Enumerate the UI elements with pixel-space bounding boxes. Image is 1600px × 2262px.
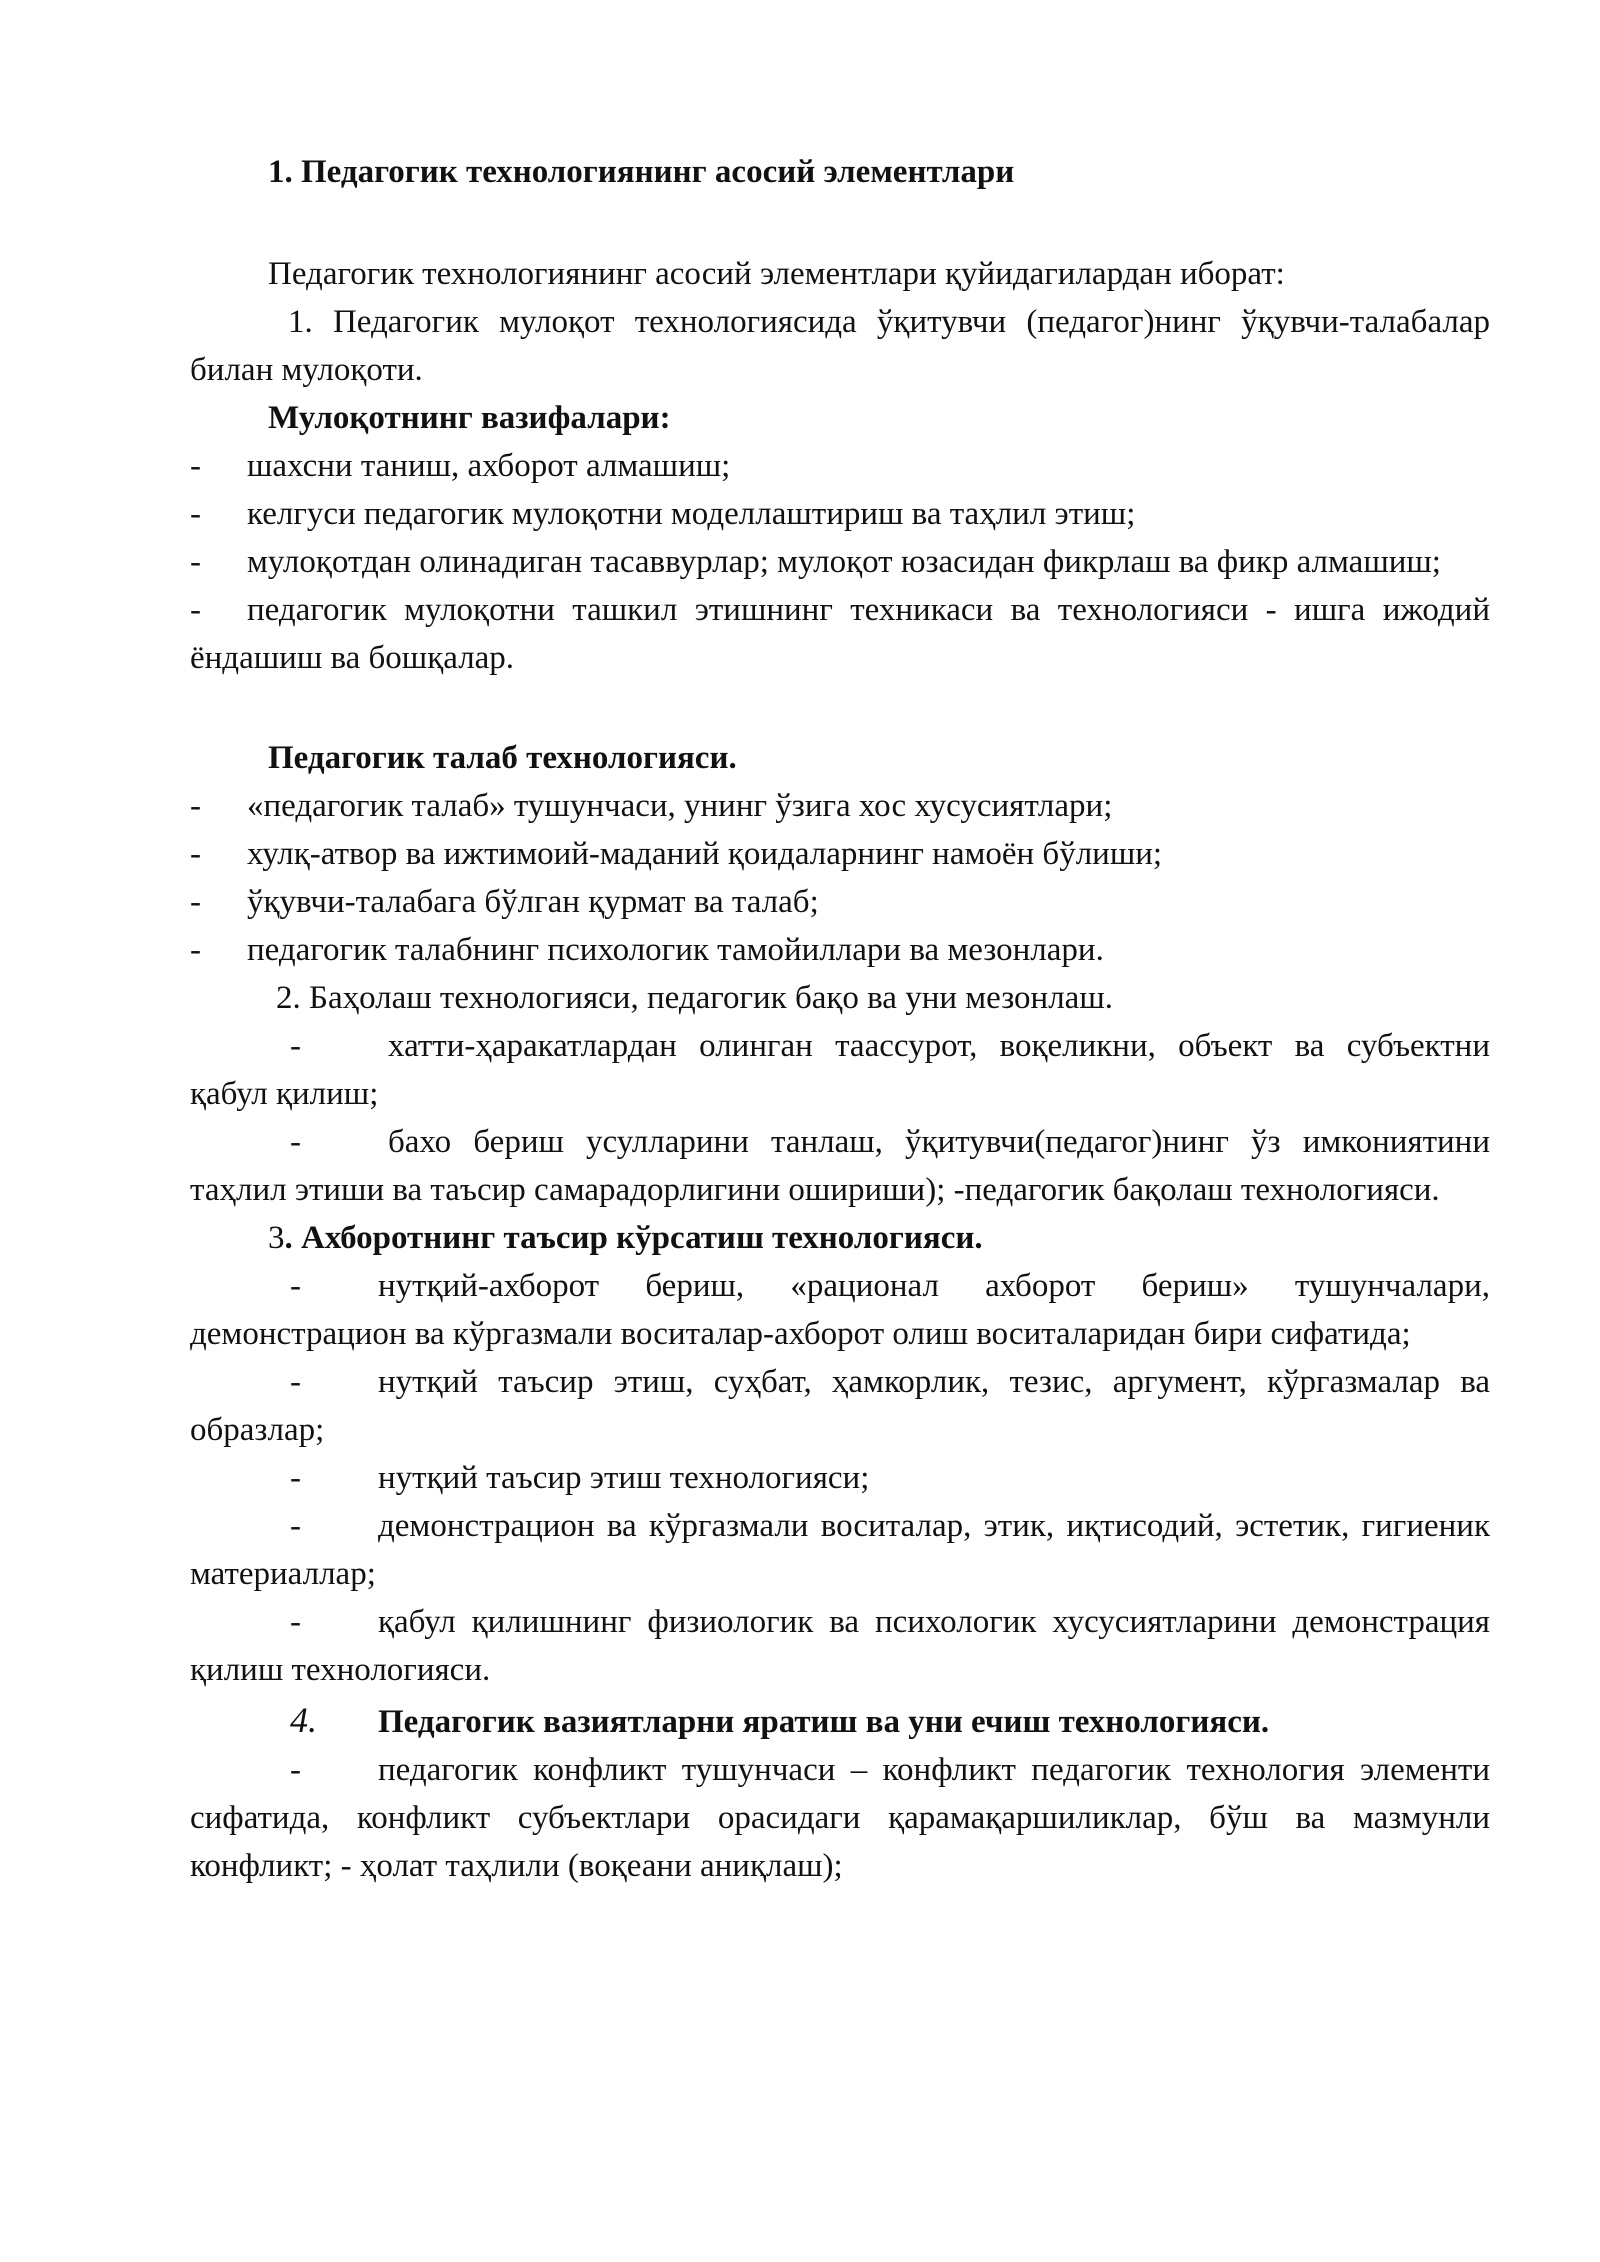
situation-item — [190, 1746, 1490, 1890]
information-item-text: нутқий таъсир этиш, суҳбат, ҳамкорлик, тезис, аргумент, кўргазмалар ва образлар; — [190, 1364, 1490, 1448]
dash-marker: - — [190, 884, 201, 920]
requirement-title: Педагогик талаб технологияси. — [268, 740, 737, 776]
item-4-number: 4. — [290, 1700, 317, 1740]
item-2-title: 2. Баҳолаш технологияси, педагогик бақо ва уни мезонлаш. — [276, 980, 1113, 1016]
requirement-item — [190, 926, 1490, 974]
item-4-title — [190, 1696, 1490, 1746]
spacer — [190, 682, 1490, 730]
requirement-item — [190, 878, 1490, 926]
communication-item-text: мулоқотдан олинадиган тасаввурлар; мулоқот юзасидан фикрлаш ва фикр алмашиш; — [247, 544, 1441, 580]
item-3-number: 3 — [268, 1220, 285, 1256]
dash-marker: - — [190, 932, 201, 968]
dash-marker: - — [190, 592, 201, 628]
communication-title: Мулоқотнинг вазифалари: — [268, 400, 671, 436]
communication-item — [190, 586, 1490, 682]
assessment-item — [190, 1022, 1490, 1118]
requirement-item-text: хулқ-атвор ва ижтимоий-маданий қоидаларнинг намоён бўлиши; — [247, 836, 1163, 872]
requirement-item — [190, 830, 1490, 878]
information-item — [190, 1358, 1490, 1454]
item-3-title — [190, 1214, 1490, 1262]
dash-marker: - — [290, 1460, 301, 1496]
communication-item — [190, 442, 1490, 490]
information-item-text: қабул қилишнинг физиологик ва психологик хусусиятларини демонстрация қилиш технологияси. — [190, 1604, 1490, 1688]
dash-marker: - — [290, 1268, 301, 1304]
dash-marker: - — [190, 788, 201, 824]
dash-marker: - — [290, 1124, 301, 1160]
assessment-item-text: бахо бериш усулларини танлаш, ўқитувчи(педагог)нинг ўз имкониятини таҳлил этиши ва таъсир самарадорлигини ошириши); -педагогик бақолаш технологияси. — [190, 1124, 1490, 1208]
item-1-paragraph: 1. Педагогик мулоқот технологиясида ўқитувчи (педагог)нинг ўқувчи-талабалар билан мулоқоти. — [190, 304, 1490, 388]
information-item-text: демонстрацион ва кўргазмали воситалар, этик, иқтисодий, эстетик, гигиеник материаллар; — [190, 1508, 1490, 1592]
information-item — [190, 1598, 1490, 1694]
requirement-item-text: ўқувчи-талабага бўлган қурмат ва талаб; — [247, 884, 819, 920]
communication-item — [190, 490, 1490, 538]
dash-marker: - — [190, 496, 201, 532]
communication-item — [190, 538, 1490, 586]
spacer — [190, 196, 1490, 244]
information-item-text: нутқий таъсир этиш технологияси; — [378, 1460, 870, 1496]
dash-marker: - — [290, 1604, 301, 1640]
dash-marker: - — [190, 544, 201, 580]
dash-marker: - — [190, 836, 201, 872]
situation-item-text: педагогик конфликт тушунчаси – конфликт педагогик технология элементи сифатида, конфликт субъектлари орасидаги қарамақаршиликлар, бўш ва мазмунли конфликт; - ҳолат таҳлили (воқеани аниқлаш); — [190, 1752, 1490, 1884]
document-body — [190, 148, 1490, 1890]
dash-marker: - — [290, 1364, 301, 1400]
dash-marker: - — [190, 448, 201, 484]
information-item — [190, 1454, 1490, 1502]
assessment-item — [190, 1118, 1490, 1214]
requirement-item-text: «педагогик талаб» тушунчаси, унинг ўзига хос хусусиятлари; — [247, 788, 1113, 824]
item-3-title-text: . Ахборотнинг таъсир кўрсатиш технологияси. — [284, 1220, 983, 1256]
information-item — [190, 1262, 1490, 1358]
requirement-item — [190, 782, 1490, 830]
intro-paragraph: Педагогик технологиянинг асосий элементлари қуйидагилардан иборат: — [268, 256, 1285, 292]
dash-marker: - — [290, 1752, 301, 1788]
section-heading: 1. Педагогик технологиянинг асосий элементлари — [268, 154, 1015, 190]
assessment-item-text: хатти-ҳаракатлардан олинган таассурот, воқеликни, объект ва субъектни қабул қилиш; — [190, 1028, 1490, 1112]
requirement-item-text: педагогик талабнинг психологик тамойиллари ва мезонлари. — [247, 932, 1104, 968]
information-item-text: нутқий-ахборот бериш, «рационал ахборот бериш» тушунчалари, демонстрацион ва кўргазмали воситалар-ахборот олиш воситаларидан бири сифатида; — [190, 1268, 1490, 1352]
dash-marker: - — [290, 1028, 301, 1064]
information-item — [190, 1502, 1490, 1598]
communication-item-text: келгуси педагогик мулоқотни моделлаштириш ва таҳлил этиш; — [247, 496, 1136, 532]
item-4-title-text: Педагогик вазиятларни яратиш ва уни ечиш технологияси. — [378, 1704, 1270, 1740]
dash-marker: - — [290, 1508, 301, 1544]
communication-item-text: шахсни таниш, ахборот алмашиш; — [247, 448, 731, 484]
communication-item-text: педагогик мулоқотни ташкил этишнинг техникаси ва технологияси - ишга ижодий ёндашиш ва бошқалар. — [190, 592, 1490, 676]
